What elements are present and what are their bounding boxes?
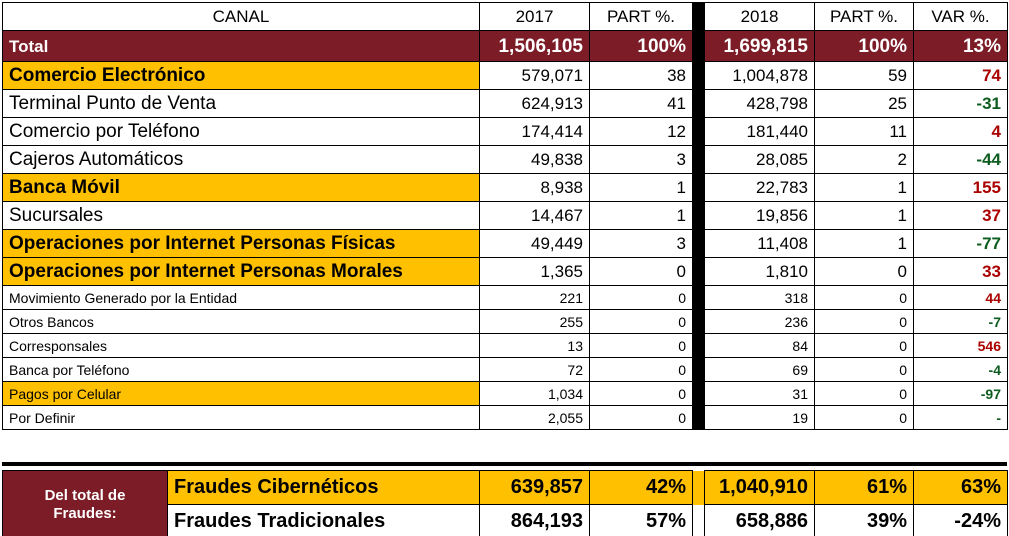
row-value-2018: 19 [705,406,815,430]
total-value-2017: 1,506,105 [480,31,590,62]
table-row [3,174,1008,202]
header-part-2017: PART %. [590,3,693,31]
column-divider [693,174,705,202]
summary-name: Fraudes Cibernéticos [168,471,480,505]
row-var: -7 [914,310,1008,334]
row-part-2017: 0 [590,310,693,334]
row-part-2017: 3 [590,146,693,174]
header-year-2018: 2018 [705,3,815,31]
row-var: 33 [914,258,1008,286]
row-var: 37 [914,202,1008,230]
row-part-2018: 11 [815,118,914,146]
row-part-2017: 0 [590,358,693,382]
table-header-row [3,3,1008,31]
fraud-summary-table [2,470,1008,536]
summary-part-2017: 42% [590,471,693,505]
row-value-2018: 19,856 [705,202,815,230]
row-value-2018: 69 [705,358,815,382]
row-label: Banca Móvil [3,174,480,202]
row-value-2017: 221 [480,286,590,310]
row-value-2018: 236 [705,310,815,334]
total-label: Total [3,31,480,62]
column-divider [693,62,705,90]
row-part-2017: 41 [590,90,693,118]
row-label: Movimiento Generado por la Entidad [3,286,480,310]
column-divider [693,286,705,310]
row-label: Operaciones por Internet Personas Morales [3,258,480,286]
total-value-2018: 1,699,815 [705,31,815,62]
row-part-2017: 12 [590,118,693,146]
column-divider [693,146,705,174]
row-value-2018: 11,408 [705,230,815,258]
row-part-2017: 3 [590,230,693,258]
row-value-2018: 22,783 [705,174,815,202]
row-part-2018: 0 [815,334,914,358]
total-var: 13% [914,31,1008,62]
summary-name: Fraudes Tradicionales [168,505,480,536]
row-label: Comercio por Teléfono [3,118,480,146]
row-var: 4 [914,118,1008,146]
row-label: Por Definir [3,406,480,430]
column-divider [693,471,705,505]
column-divider [693,118,705,146]
total-row [3,31,1008,62]
column-divider [693,505,705,536]
table-row [3,310,1008,334]
row-value-2018: 31 [705,382,815,406]
row-var: 546 [914,334,1008,358]
header-year-2017: 2017 [480,3,590,31]
row-value-2017: 49,838 [480,146,590,174]
table-row [3,146,1008,174]
row-var: -31 [914,90,1008,118]
row-label: Corresponsales [3,334,480,358]
row-value-2017: 2,055 [480,406,590,430]
table-row [3,334,1008,358]
row-label: Pagos por Celular [3,382,480,406]
row-value-2017: 13 [480,334,590,358]
table-row [3,62,1008,90]
row-part-2018: 0 [815,382,914,406]
row-part-2017: 38 [590,62,693,90]
row-label: Cajeros Automáticos [3,146,480,174]
row-part-2017: 1 [590,174,693,202]
column-divider [693,382,705,406]
row-part-2018: 59 [815,62,914,90]
row-var: -44 [914,146,1008,174]
column-divider [693,358,705,382]
row-part-2017: 0 [590,406,693,430]
row-value-2017: 624,913 [480,90,590,118]
table-row [3,358,1008,382]
row-var: 74 [914,62,1008,90]
row-value-2017: 579,071 [480,62,590,90]
row-label: Banca por Teléfono [3,358,480,382]
summary-value-2018: 1,040,910 [705,471,815,505]
row-value-2018: 181,440 [705,118,815,146]
row-part-2018: 1 [815,230,914,258]
row-part-2018: 0 [815,258,914,286]
row-part-2017: 0 [590,382,693,406]
total-part-2017: 100% [590,31,693,62]
row-part-2017: 0 [590,258,693,286]
row-value-2018: 84 [705,334,815,358]
row-part-2018: 0 [815,310,914,334]
row-value-2018: 1,810 [705,258,815,286]
column-divider [693,31,705,62]
row-part-2018: 1 [815,174,914,202]
summary-value-2018: 658,886 [705,505,815,536]
row-var: -77 [914,230,1008,258]
row-label: Operaciones por Internet Personas Físicas [3,230,480,258]
table-row [3,258,1008,286]
row-part-2017: 1 [590,202,693,230]
row-var: 155 [914,174,1008,202]
summary-part-2017: 57% [590,505,693,536]
header-canal: CANAL [3,3,480,31]
row-value-2017: 174,414 [480,118,590,146]
row-value-2017: 1,365 [480,258,590,286]
header-var: VAR %. [914,3,1008,31]
table-row [3,202,1008,230]
row-var: -4 [914,358,1008,382]
row-value-2018: 428,798 [705,90,815,118]
column-divider [693,230,705,258]
row-value-2017: 14,467 [480,202,590,230]
row-part-2018: 0 [815,406,914,430]
row-label: Otros Bancos [3,310,480,334]
summary-var: -24% [914,505,1008,536]
header-part-2018: PART %. [815,3,914,31]
row-value-2017: 49,449 [480,230,590,258]
channels-table [2,2,1008,430]
column-divider [693,334,705,358]
row-value-2018: 318 [705,286,815,310]
row-label: Sucursales [3,202,480,230]
row-value-2018: 28,085 [705,146,815,174]
row-value-2017: 72 [480,358,590,382]
summary-side-label [3,471,168,536]
row-part-2017: 0 [590,334,693,358]
summary-part-2018: 39% [815,505,914,536]
table-row [3,230,1008,258]
column-divider [693,258,705,286]
column-divider [693,90,705,118]
row-label: Comercio Electrónico [3,62,480,90]
row-part-2018: 25 [815,90,914,118]
summary-var: 63% [914,471,1008,505]
summary-row-cyber [3,471,1008,505]
summary-value-2017: 639,857 [480,471,590,505]
column-divider [693,310,705,334]
column-divider [693,202,705,230]
row-value-2018: 1,004,878 [705,62,815,90]
row-part-2018: 2 [815,146,914,174]
row-part-2018: 0 [815,286,914,310]
table-row [3,382,1008,406]
row-part-2018: 1 [815,202,914,230]
summary-side-label-line1: Del total de [44,487,126,505]
row-part-2017: 0 [590,286,693,310]
table-row [3,406,1008,430]
column-divider [693,3,705,31]
row-var: -97 [914,382,1008,406]
row-value-2017: 255 [480,310,590,334]
total-part-2018: 100% [815,31,914,62]
table-row [3,90,1008,118]
row-value-2017: 1,034 [480,382,590,406]
row-part-2018: 0 [815,358,914,382]
row-value-2017: 8,938 [480,174,590,202]
column-divider [693,406,705,430]
summary-side-label-line2: Fraudes: [53,504,117,522]
summary-part-2018: 61% [815,471,914,505]
row-var: 44 [914,286,1008,310]
footer-summary [2,462,1007,536]
table-row [3,118,1008,146]
summary-value-2017: 864,193 [480,505,590,536]
row-var: - [914,406,1008,430]
table-row [3,286,1008,310]
row-label: Terminal Punto de Venta [3,90,480,118]
